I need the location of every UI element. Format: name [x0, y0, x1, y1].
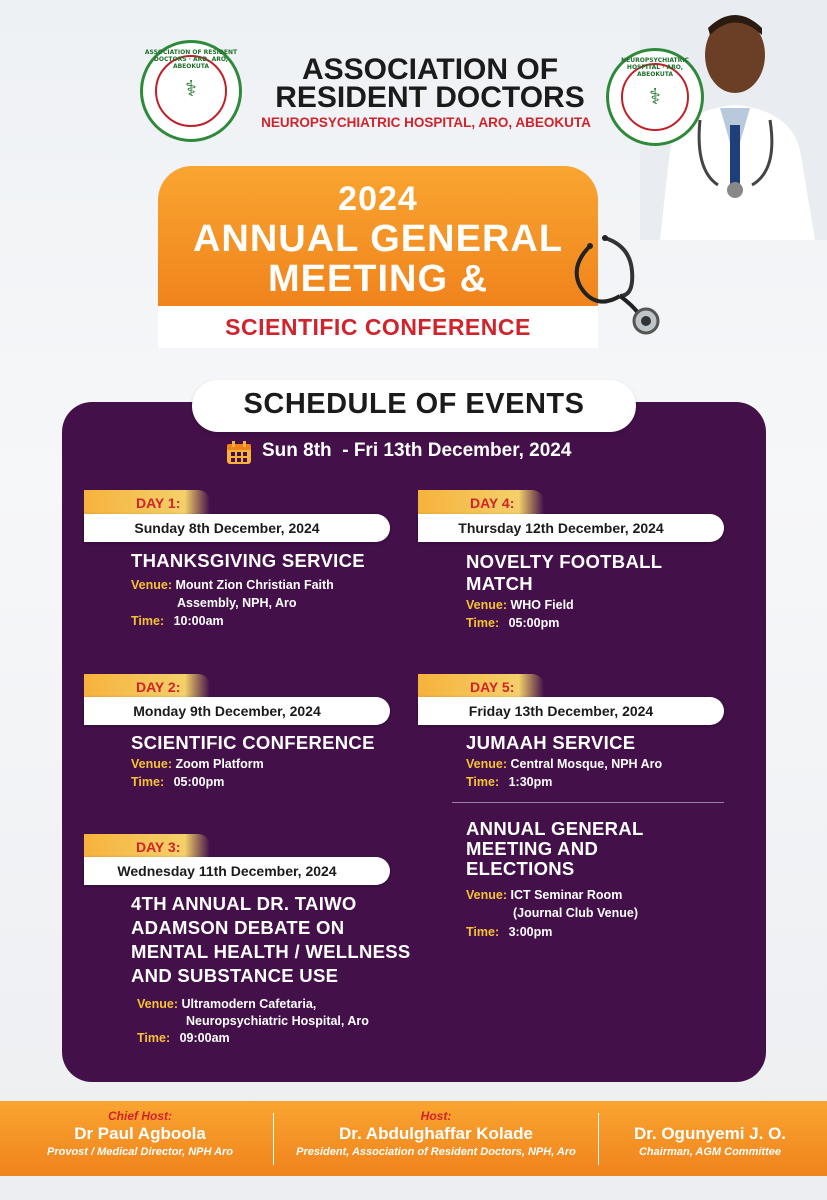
chief-host-name: Dr Paul Agboola: [74, 1124, 206, 1143]
day4-tab: [418, 490, 544, 516]
org-name-line1: ASSOCIATION OF: [301, 53, 559, 86]
day1-event-title: THANKSGIVING SERVICE: [131, 550, 365, 571]
subtitle-text: SCIENTIFIC CONFERENCE: [225, 314, 531, 340]
logo-left-text: ASSOCIATION OF RESIDENT DOCTORS · ARD, ARO, ABEOKUTA: [144, 49, 238, 70]
day5-venue-value: Central Mosque, NPH Aro: [510, 757, 663, 771]
day3-event-title-line3: MENTAL HEALTH / WELLNESS: [131, 941, 411, 962]
day4-venue: [466, 597, 574, 614]
org-subtitle: NEUROPSYCHIATRIC HOSPITAL, ARO, ABEOKUTA: [261, 115, 591, 130]
agm-title-line1: ANNUAL GENERAL: [466, 818, 644, 839]
date-range: Sun 8th - Fri 13th December, 2024: [262, 440, 572, 461]
host-role: Host:: [420, 1109, 452, 1123]
day4-venue-value: WHO Field: [510, 598, 574, 612]
day2-event-title: SCIENTIFIC CONFERENCE: [131, 732, 375, 753]
venue-label: Venue:: [131, 578, 172, 592]
day3-label: DAY 3:: [136, 839, 181, 855]
stethoscope-icon: [560, 226, 670, 336]
day1-time: [131, 613, 224, 630]
day3-venue: [137, 996, 316, 1013]
day3-date-bar: [84, 857, 390, 885]
day3-date: Wednesday 11th December, 2024: [117, 863, 337, 879]
schedule-heading: SCHEDULE OF EVENTS: [243, 388, 585, 420]
agm-venue-line2: (Journal Club Venue): [513, 906, 639, 920]
agm-title-line2: MEETING AND: [466, 838, 599, 859]
footer-hosts: [0, 1101, 827, 1176]
agm-venue: [466, 887, 622, 904]
title-year: 2024: [338, 180, 418, 218]
host: [276, 1109, 596, 1158]
day4-time-value: 05:00pm: [508, 616, 560, 630]
schedule-heading-pill: [192, 380, 636, 432]
day1-time-value: 10:00am: [173, 614, 224, 628]
agm-chairman: [600, 1109, 820, 1158]
day5-time-value: 1:30pm: [508, 775, 553, 789]
time-label: Time:: [466, 616, 500, 630]
day5-label: DAY 5:: [470, 679, 515, 695]
time-label: Time:: [131, 614, 165, 628]
day1-label: DAY 1:: [136, 495, 181, 511]
agm-chairman-desc: Chairman, AGM Committee: [638, 1146, 781, 1158]
venue-label: Venue:: [131, 757, 172, 771]
host-name: Dr. Abdulghaffar Kolade: [339, 1124, 533, 1143]
day2-date-bar: [84, 697, 390, 725]
day3-time: [137, 1030, 230, 1047]
agm-time: [466, 924, 552, 941]
day4-event-title-line2: MATCH: [466, 573, 533, 594]
time-label: Time:: [131, 775, 165, 789]
day3-venue-value: Ultramodern Cafetaria,: [181, 997, 317, 1011]
day1-date: Sunday 8th December, 2024: [134, 520, 320, 536]
chief-host-desc: Provost / Medical Director, NPH Aro: [46, 1146, 234, 1158]
title-banner: [158, 166, 598, 308]
day5-time: [466, 774, 552, 791]
venue-label: Venue:: [466, 888, 507, 902]
day3-event-title-line4: AND SUBSTANCE USE: [131, 965, 339, 986]
footer-separator: [598, 1113, 599, 1165]
day2-time: [131, 774, 224, 791]
day4-time: [466, 615, 559, 632]
logo-right-text: NEUROPSYCHIATRIC HOSPITAL · ARO, ABEOKUTA: [621, 57, 689, 78]
venue-label: Venue:: [466, 757, 507, 771]
day1-venue-line2: Assembly, NPH, Aro: [177, 596, 297, 610]
calendar-icon: [226, 441, 252, 465]
day4-event-title-line1: NOVELTY FOOTBALL: [466, 551, 663, 572]
org-name-line2: RESIDENT DOCTORS: [275, 81, 585, 114]
day3-time-value: 09:00am: [179, 1031, 230, 1045]
day5-date: Friday 13th December, 2024: [468, 703, 654, 719]
caduceus-icon: ⚕: [649, 85, 661, 110]
footer-separator: [273, 1113, 274, 1165]
day3-event-title-line2: ADAMSON DEBATE ON: [131, 917, 345, 938]
day4-date: Thursday 12th December, 2024: [458, 520, 664, 536]
agm-time-value: 3:00pm: [508, 925, 553, 939]
agm-venue-value: ICT Seminar Room: [510, 888, 623, 902]
day2-venue-value: Zoom Platform: [175, 757, 264, 771]
day3-venue-line2: Neuropsychiatric Hospital, Aro: [186, 1014, 369, 1028]
day1-venue-value: Mount Zion Christian Faith: [175, 578, 334, 592]
time-label: Time:: [466, 775, 500, 789]
day2-label: DAY 2:: [136, 679, 181, 695]
day2-time-value: 05:00pm: [173, 775, 225, 789]
agm-chairman-role: [600, 1109, 820, 1123]
time-label: Time:: [466, 925, 500, 939]
day1-date-bar: [84, 514, 390, 542]
time-label: Time:: [137, 1031, 171, 1045]
day5-venue: [466, 756, 662, 773]
chief-host-role: Chief Host:: [108, 1109, 172, 1123]
chief-host: [10, 1109, 270, 1158]
day1-venue: [131, 577, 334, 594]
day4-date-bar: [418, 514, 724, 542]
event-divider: [452, 802, 724, 803]
venue-label: Venue:: [466, 598, 507, 612]
subtitle-banner: [158, 306, 598, 348]
day5-date-bar: [418, 697, 724, 725]
title-line2: ANNUAL GENERAL: [192, 218, 564, 260]
day2-venue: [131, 756, 264, 773]
title-line3: MEETING &: [267, 258, 489, 300]
day4-label: DAY 4:: [470, 495, 515, 511]
agm-chairman-name: Dr. Ogunyemi J. O.: [633, 1124, 787, 1143]
day1-tab: [84, 490, 210, 516]
caduceus-icon: ⚕: [185, 77, 197, 102]
day2-date: Monday 9th December, 2024: [133, 703, 321, 719]
venue-label: Venue:: [137, 997, 178, 1011]
agm-title-line3: ELECTIONS: [466, 858, 575, 879]
day3-event-title-line1: 4TH ANNUAL DR. TAIWO: [131, 893, 357, 914]
hospital-logo: [606, 48, 704, 146]
day5-event-title: JUMAAH SERVICE: [466, 732, 636, 753]
host-desc: President, Association of Resident Doctors, NPH, Aro: [296, 1146, 576, 1158]
